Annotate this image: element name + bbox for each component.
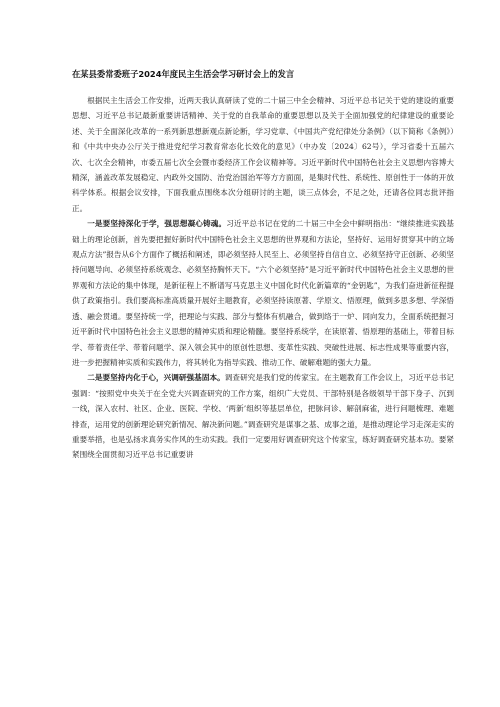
paragraph-lead: 二是要坚持内化于心，兴调研强基固本。 [87, 373, 225, 383]
document-title: 在某县委常委班子2024年度民主生活会学习研讨会上的发言 [72, 69, 295, 79]
paragraph-point-one [72, 216, 454, 370]
paragraph-intro [72, 93, 454, 216]
paragraph-lead: 一是要坚持深化于学，强思想凝心铸魂。 [87, 219, 227, 229]
paragraph-point-two [72, 370, 454, 462]
paragraph-text: 调查研究是我们党的传家宝。在主题教育工作会议上，习近平总书记强调：“按照党中央关于在全党大兴调查研究的工作方案，组织广大党员、干部特别是各级领导干部下身子、沉到一线，深入农村、社区、企业、医院、学校、‘两新’组织等基层单位，把脉问诊、解剖麻雀，进行问题梳理、难题排查，运用党的创新理论研究新情况、解决新问题。”调查研究是谋事之基、成事之道，是推动理论学习走深走实的重要举措，也是弘扬求真务实作风的生动实践。我们一定要用好调查研究这个传家宝，练好调查研究基本功。要紧紧围绕全面贯彻习近平总书记重要讲 [72, 373, 455, 460]
paragraph-text: 习近平总书记在党的二十届三中全会中鲜明指出：“继续推进实践基础上的理论创新，首先要把握好新时代中国特色社会主义思想的世界观和方法论，坚持好、运用好贯穿其中的立场观点方法”报告从6个方面作了概括和阐述，即必须坚持人民至上、必须坚持自信自立、必须坚持守正创新、必须坚持问题导向、必须坚持系统观念、必须坚持胸怀天下。“六个必须坚持”是习近平新时代中国特色社会主义思想的世界观和方法论的集中体现，是新征程上不断谱写马克思主义中国化时代化新篇章的“金钥匙”，为我们奋进新征程提供了政策指引。我们要高标准高质量开展好主题教育，必须坚持读原著、学原文、悟原理，做到多思多想、学深悟透、融会贯通。要坚持统一学，把理论与实践、部分与整体有机融合，做到络于一炉、同向发力，全面系统把握习近平新时代中国特色社会主义思想的精神实质和理论精髓。要坚持系统学，在读原著、悟原理的基础上，带着目标学、带着责任学、带着问题学、深入领会其中的原创性思想、变革性实践、突破性进展、标志性成果等重要内容，进一步把握精神实质和实践伟力，将其转化为指导实践、推动工作、破解难题的强大力量。 [72, 219, 454, 367]
paragraph-text: 根据民主生活会工作安排，近两天我认真研读了党的二十届三中全会精神、习近平总书记关于党的建设的重要思想、习近平总书记最新重要讲话精神、关于党的自我革命的重要思想以及关于全面加强党的纪律建设的重要论述、关于全面深化改革的一系列新思想新观点新论断，学习党章、《中国共产党纪律处分条例》（以下简称《条例》）和《中共中央办公厅关于推进党纪学习教育常态化长效化的意见》（中办发〔2024〕62号），学习省委十五届六次、七次全会精神，市委五届七次全会暨市委经济工作会议精神等。习近平新时代中国特色社会主义思想内容博大精深，涵盖改革发展稳定、内政外交国防、治党治国治军等方方面面，是集时代性、系统性、原创性于一体的开放科学体系。根据会议安排，下面我重点围绕本次分组研讨的主题，谈三点体会，不足之处，还请各位同志批评指正。 [72, 96, 454, 213]
